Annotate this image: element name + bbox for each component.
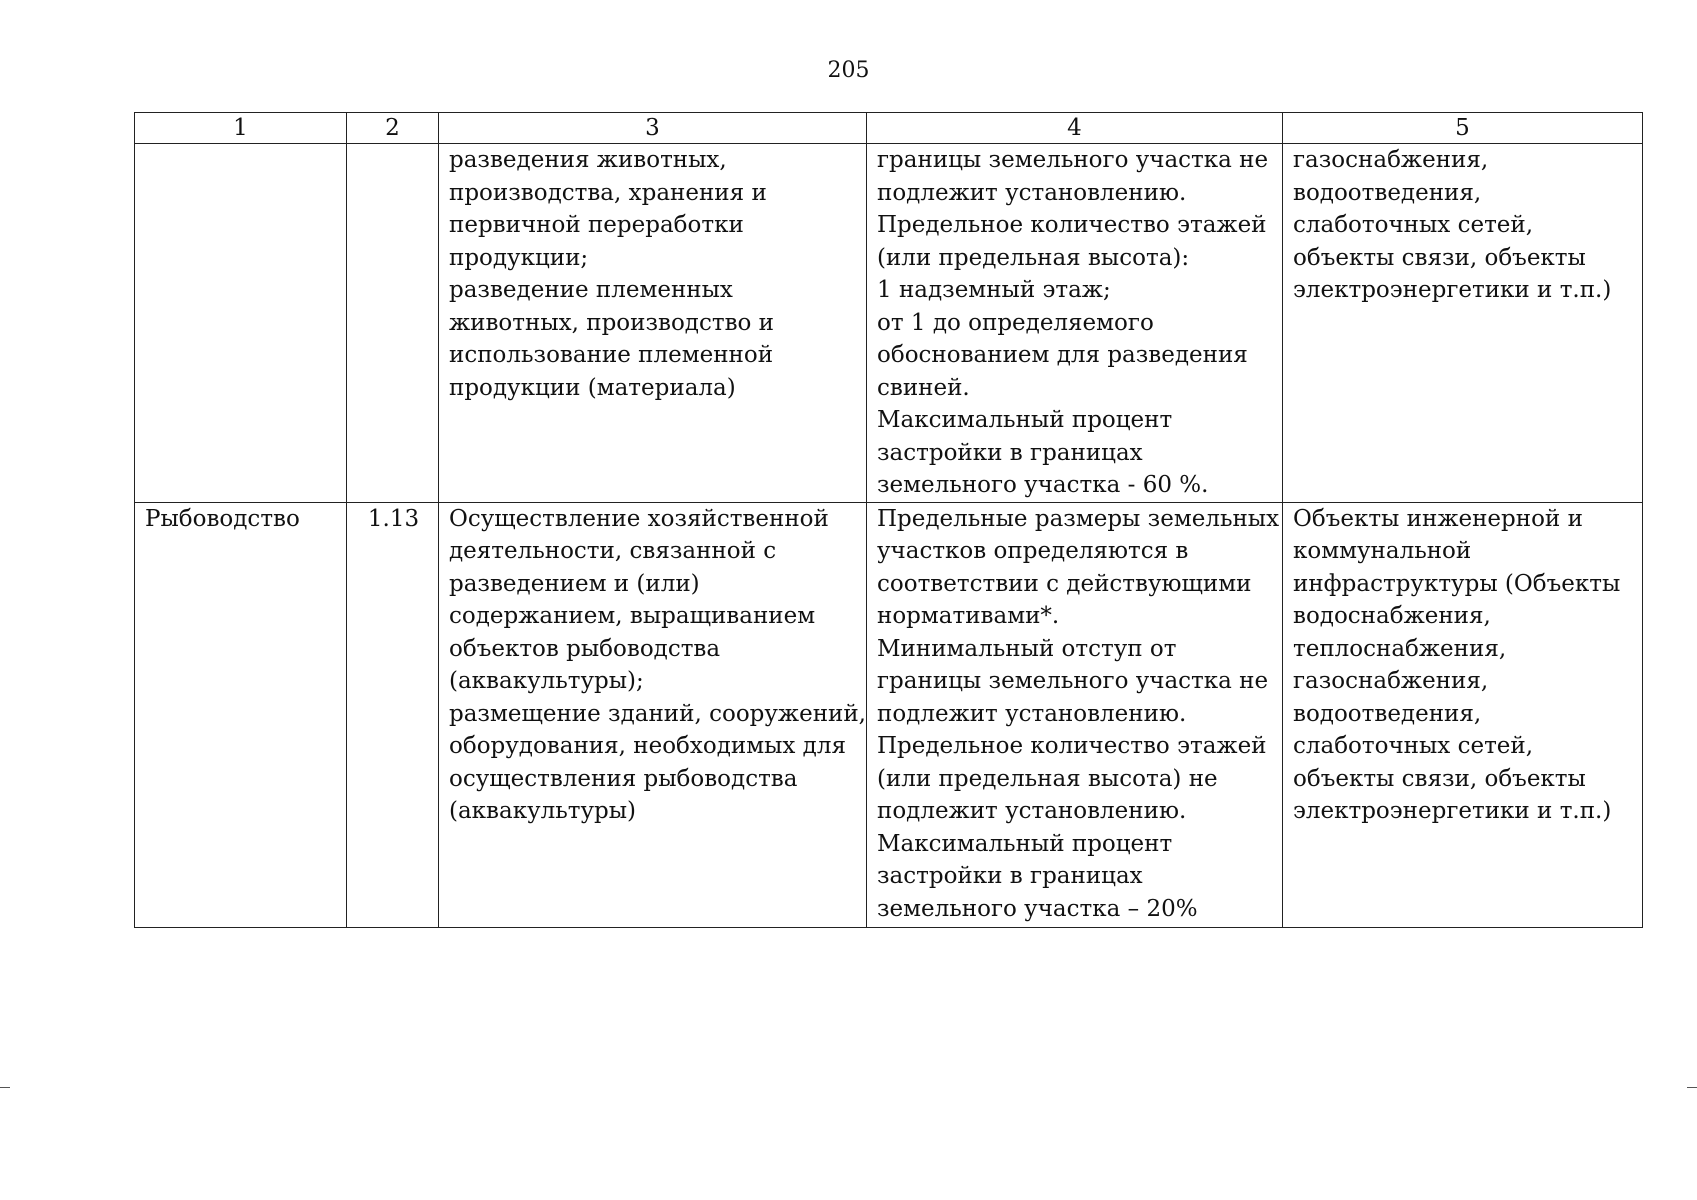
cell-text-line: разведение племенных (449, 277, 733, 303)
land-use-code: 1.13 (367, 505, 420, 532)
table-header-row (135, 113, 1643, 144)
land-use-table (134, 112, 1643, 928)
cell-text-line: (или предельная высота) не (877, 765, 1218, 792)
cell-text-line: (аквакультуры); (449, 668, 644, 694)
cell-text-line: обоснованием для разведения (877, 342, 1248, 368)
cell-text-line: подлежит установлению. (877, 798, 1187, 824)
cell-text-line: объекты связи, объекты (1293, 244, 1586, 271)
cell-text-line: нормативами*. (877, 603, 1060, 629)
cell-text-line: границы земельного участка не (877, 668, 1269, 694)
cell-text-line: слаботочных сетей, (1293, 212, 1534, 238)
cell-text-line: 1 надземный этаж; (877, 277, 1111, 303)
cell-text-line: границы земельного участка не (877, 147, 1269, 173)
cell-text-line: разведения животных, (449, 147, 727, 173)
page-number: 205 (827, 58, 870, 83)
cell-text-line: Предельное количество этажей (877, 733, 1267, 759)
cell-parameters (867, 144, 1283, 503)
cell-text-line: водоснабжения, (1293, 603, 1491, 629)
cell-text-line: производства, хранения и (449, 179, 767, 206)
cell-text-line: слаботочных сетей, (1293, 733, 1534, 759)
cell-text-line: участков определяются в (877, 538, 1189, 564)
cell-text-line: оборудования, необходимых для (449, 733, 846, 759)
column-header: 2 (347, 113, 439, 144)
cell-text-line: Объекты инженерной и (1293, 505, 1583, 532)
cell-text-line: газоснабжения, (1293, 668, 1489, 694)
cell-infrastructure (1283, 502, 1643, 927)
cell-text-line: земельного участка – 20% (877, 895, 1198, 922)
cell-code (347, 144, 439, 503)
cell-text-line: деятельности, связанной с (449, 538, 777, 564)
cell-text-line: застройки в границах (877, 439, 1143, 466)
land-use-name: Рыбоводство (145, 505, 300, 532)
cell-text-line: инфраструктуры (Объекты (1293, 570, 1621, 597)
cell-text-line: соответствии с действующими (877, 570, 1252, 597)
cell-text-line: Осуществление хозяйственной (449, 505, 829, 532)
cell-text-line: (или предельная высота): (877, 244, 1190, 271)
cell-text-line: содержанием, выращиванием (449, 603, 816, 629)
cell-description (439, 502, 867, 927)
cell-text-line: от 1 до определяемого (877, 309, 1154, 336)
cell-text-line: земельного участка - 60 %. (877, 472, 1209, 498)
cell-text-line: осуществления рыбоводства (449, 765, 798, 792)
table-row (135, 144, 1643, 503)
cell-text-line: Предельные размеры земельных (877, 505, 1280, 532)
cell-text-line: электроэнергетики и т.п.) (1293, 798, 1612, 824)
cell-text-line: подлежит установлению. (877, 700, 1187, 727)
cell-text-line: электроэнергетики и т.п.) (1293, 277, 1612, 303)
cell-text-line: продукции; (449, 244, 589, 271)
cell-text-line: разведением и (или) (449, 570, 700, 597)
cell-text-line: водоотведения, (1293, 179, 1482, 206)
column-header: 4 (867, 113, 1283, 144)
cell-text-line: Предельное количество этажей (877, 212, 1267, 238)
scan-edge-mark-left (0, 1087, 10, 1088)
cell-text-line: продукции (материала) (449, 374, 736, 401)
cell-code (347, 502, 439, 927)
column-header: 1 (135, 113, 347, 144)
column-header: 3 (439, 113, 867, 144)
cell-text-line: Максимальный процент (877, 830, 1173, 857)
column-header: 5 (1283, 113, 1643, 144)
cell-text-line: объекты связи, объекты (1293, 765, 1586, 792)
table-row (135, 502, 1643, 927)
cell-text-line: объектов рыбоводства (449, 635, 721, 662)
cell-text-line: свиней. (877, 374, 970, 401)
cell-description (439, 144, 867, 503)
cell-text-line: Максимальный процент (877, 407, 1173, 433)
cell-name (135, 144, 347, 503)
cell-text-line: коммунальной (1293, 538, 1472, 564)
cell-text-line: застройки в границах (877, 863, 1143, 889)
cell-text-line: теплоснабжения, (1293, 635, 1507, 662)
scan-edge-mark-right (1687, 1087, 1697, 1088)
cell-text-line: первичной переработки (449, 212, 744, 238)
cell-text-line: размещение зданий, сооружений, (449, 700, 866, 727)
cell-text-line: водоотведения, (1293, 700, 1482, 727)
cell-text-line: животных, производство и (449, 309, 775, 336)
cell-text-line: использование племенной (449, 342, 774, 368)
cell-text-line: подлежит установлению. (877, 179, 1187, 206)
cell-text-line: газоснабжения, (1293, 147, 1489, 173)
cell-name (135, 502, 347, 927)
cell-infrastructure (1283, 144, 1643, 503)
cell-text-line: Минимальный отступ от (877, 635, 1177, 662)
cell-parameters (867, 502, 1283, 927)
cell-text-line: (аквакультуры) (449, 798, 637, 824)
